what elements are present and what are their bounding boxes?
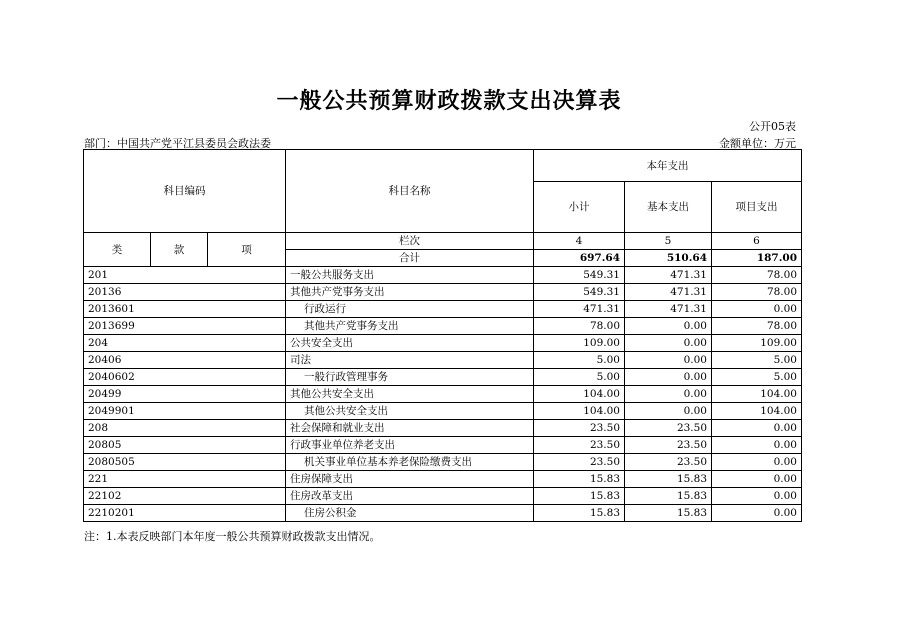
basic-value: 471.31 bbox=[625, 267, 712, 284]
subject-name: 一般行政管理事务 bbox=[286, 369, 534, 386]
project-value: 104.00 bbox=[712, 403, 802, 420]
project-value: 0.00 bbox=[712, 454, 802, 471]
subject-code: 2210201 bbox=[84, 505, 286, 522]
form-number: 公开05表 bbox=[749, 120, 796, 133]
basic-value: 0.00 bbox=[625, 386, 712, 403]
subject-name: 住房改革支出 bbox=[286, 488, 534, 505]
subject-name: 住房公积金 bbox=[286, 505, 534, 522]
footnote: 注：1.本表反映部门本年度一般公共预算财政拨款支出情况。 bbox=[84, 530, 381, 543]
table-row bbox=[84, 352, 802, 369]
subject-code: 221 bbox=[84, 471, 286, 488]
header-section: 款 bbox=[151, 233, 208, 267]
header-col-5: 5 bbox=[625, 233, 712, 250]
table-row bbox=[84, 301, 802, 318]
header-subject-code: 科目编码 bbox=[84, 150, 286, 233]
header-subject-name: 科目名称 bbox=[286, 150, 534, 233]
table-row bbox=[84, 267, 802, 284]
subtotal-value: 549.31 bbox=[534, 267, 625, 284]
subject-name: 一般公共服务支出 bbox=[286, 267, 534, 284]
basic-value: 23.50 bbox=[625, 454, 712, 471]
table-row bbox=[84, 420, 802, 437]
project-value: 0.00 bbox=[712, 420, 802, 437]
subtotal-value: 5.00 bbox=[534, 369, 625, 386]
page-title: 一般公共预算财政拨款支出决算表 bbox=[276, 89, 622, 114]
table-row bbox=[84, 284, 802, 301]
header-project: 项目支出 bbox=[712, 182, 802, 233]
subtotal-value: 15.83 bbox=[534, 488, 625, 505]
subject-code: 2013601 bbox=[84, 301, 286, 318]
project-value: 78.00 bbox=[712, 267, 802, 284]
basic-value: 15.83 bbox=[625, 488, 712, 505]
table-row bbox=[84, 318, 802, 335]
table-row bbox=[84, 454, 802, 471]
header-current-year: 本年支出 bbox=[534, 150, 802, 182]
subject-code: 2049901 bbox=[84, 403, 286, 420]
subtotal-value: 104.00 bbox=[534, 403, 625, 420]
subject-code: 20805 bbox=[84, 437, 286, 454]
total-label: 合计 bbox=[286, 250, 534, 267]
subtotal-value: 78.00 bbox=[534, 318, 625, 335]
subject-name: 行政事业单位养老支出 bbox=[286, 437, 534, 454]
table-row bbox=[84, 505, 802, 522]
project-value: 78.00 bbox=[712, 284, 802, 301]
project-value: 104.00 bbox=[712, 386, 802, 403]
project-value: 78.00 bbox=[712, 318, 802, 335]
subject-name: 其他公共安全支出 bbox=[286, 403, 534, 420]
subject-code: 20499 bbox=[84, 386, 286, 403]
subject-name: 公共安全支出 bbox=[286, 335, 534, 352]
table-row bbox=[84, 403, 802, 420]
basic-value: 0.00 bbox=[625, 352, 712, 369]
basic-value: 23.50 bbox=[625, 420, 712, 437]
header-basic: 基本支出 bbox=[625, 182, 712, 233]
subject-code: 2040602 bbox=[84, 369, 286, 386]
project-value: 0.00 bbox=[712, 471, 802, 488]
project-value: 109.00 bbox=[712, 335, 802, 352]
header-item: 项 bbox=[208, 233, 286, 267]
header-subtotal: 小计 bbox=[534, 182, 625, 233]
basic-value: 15.83 bbox=[625, 471, 712, 488]
table-row bbox=[84, 437, 802, 454]
subject-code: 22102 bbox=[84, 488, 286, 505]
table-row bbox=[84, 488, 802, 505]
subject-name: 其他共产党事务支出 bbox=[286, 318, 534, 335]
table-row bbox=[84, 335, 802, 352]
table-row bbox=[84, 386, 802, 403]
subtotal-value: 5.00 bbox=[534, 352, 625, 369]
subtotal-value: 23.50 bbox=[534, 437, 625, 454]
subject-code: 20136 bbox=[84, 284, 286, 301]
header-col-4: 4 bbox=[534, 233, 625, 250]
subject-name: 社会保障和就业支出 bbox=[286, 420, 534, 437]
subject-name: 其他公共安全支出 bbox=[286, 386, 534, 403]
department-label: 部门：中国共产党平江县委员会政法委 bbox=[84, 137, 271, 150]
subtotal-value: 23.50 bbox=[534, 420, 625, 437]
project-value: 0.00 bbox=[712, 488, 802, 505]
total-basic: 510.64 bbox=[625, 250, 712, 267]
project-value: 0.00 bbox=[712, 301, 802, 318]
subject-code: 2013699 bbox=[84, 318, 286, 335]
table-row bbox=[84, 369, 802, 386]
basic-value: 0.00 bbox=[625, 403, 712, 420]
subject-name: 行政运行 bbox=[286, 301, 534, 318]
subject-name: 机关事业单位基本养老保险缴费支出 bbox=[286, 454, 534, 471]
project-value: 5.00 bbox=[712, 352, 802, 369]
project-value: 0.00 bbox=[712, 505, 802, 522]
total-project: 187.00 bbox=[712, 250, 802, 267]
basic-value: 471.31 bbox=[625, 284, 712, 301]
subtotal-value: 549.31 bbox=[534, 284, 625, 301]
subject-code: 201 bbox=[84, 267, 286, 284]
project-value: 5.00 bbox=[712, 369, 802, 386]
subtotal-value: 471.31 bbox=[534, 301, 625, 318]
basic-value: 0.00 bbox=[625, 318, 712, 335]
basic-value: 471.31 bbox=[625, 301, 712, 318]
table-row bbox=[84, 471, 802, 488]
header-col-6: 6 bbox=[712, 233, 802, 250]
subject-name: 司法 bbox=[286, 352, 534, 369]
subject-code: 2080505 bbox=[84, 454, 286, 471]
subject-name: 住房保障支出 bbox=[286, 471, 534, 488]
amount-unit: 金额单位：万元 bbox=[719, 137, 796, 150]
basic-value: 15.83 bbox=[625, 505, 712, 522]
subtotal-value: 104.00 bbox=[534, 386, 625, 403]
basic-value: 0.00 bbox=[625, 335, 712, 352]
subtotal-value: 15.83 bbox=[534, 471, 625, 488]
subtotal-value: 109.00 bbox=[534, 335, 625, 352]
subtotal-value: 15.83 bbox=[534, 505, 625, 522]
subtotal-value: 23.50 bbox=[534, 454, 625, 471]
expenditure-table bbox=[83, 149, 802, 522]
project-value: 0.00 bbox=[712, 437, 802, 454]
subject-name: 其他共产党事务支出 bbox=[286, 284, 534, 301]
subject-code: 204 bbox=[84, 335, 286, 352]
basic-value: 0.00 bbox=[625, 369, 712, 386]
total-subtotal: 697.64 bbox=[534, 250, 625, 267]
header-column-no: 栏次 bbox=[286, 233, 534, 250]
subject-code: 20406 bbox=[84, 352, 286, 369]
basic-value: 23.50 bbox=[625, 437, 712, 454]
header-category: 类 bbox=[84, 233, 151, 267]
subject-code: 208 bbox=[84, 420, 286, 437]
